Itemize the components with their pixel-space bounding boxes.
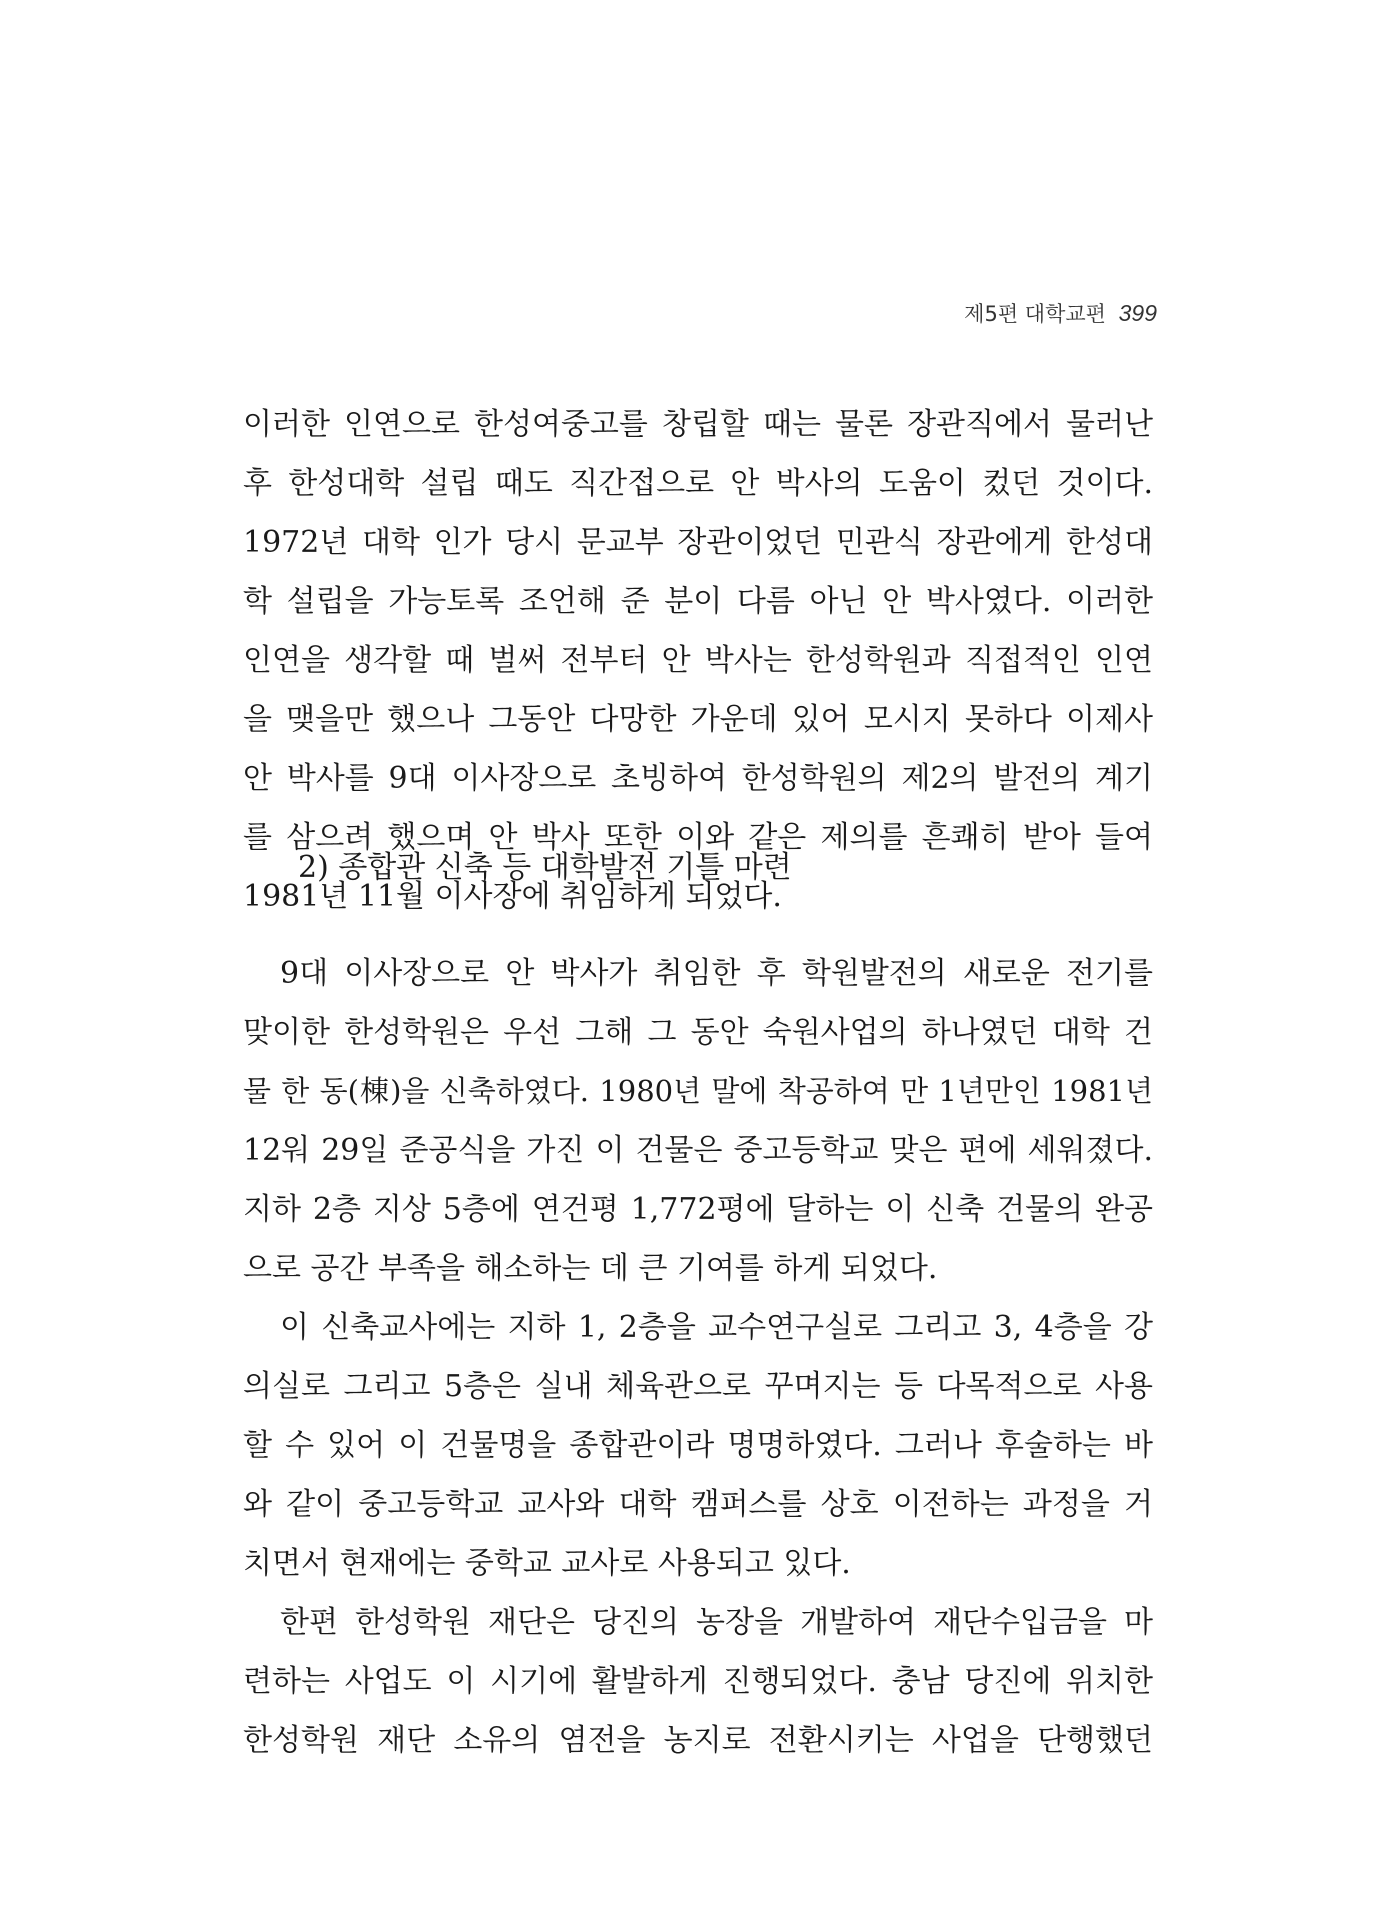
text-line: 후 한성대학 설립 때도 직간접으로 안 박사의 도움이 컸던 것이다. xyxy=(243,466,1153,501)
text-line: 이러한 인연으로 한성여중고를 창립할 때는 물론 장관직에서 물러난 xyxy=(243,407,1153,442)
text-line: 1981년 11월 이사장에 취임하게 되었다. xyxy=(243,879,782,914)
text-line: 9대 이사장으로 안 박사가 취임한 후 학원발전의 새로운 전기를 xyxy=(280,956,1153,991)
running-head-label: 제5편 대학교편 xyxy=(964,302,1106,326)
text-line: 지하 2층 지상 5층에 연건평 1,772평에 달하는 이 신축 건물의 완공 xyxy=(243,1192,1153,1227)
text-line: 와 같이 중고등학교 교사와 대학 캠퍼스를 상호 이전하는 과정을 거 xyxy=(243,1487,1153,1522)
text-line: 한편 한성학원 재단은 당진의 농장을 개발하여 재단수입금을 마 xyxy=(280,1605,1153,1640)
text-line: 안 박사를 9대 이사장으로 초빙하여 한성학원의 제2의 발전의 계기 xyxy=(243,761,1153,796)
text-line: 12워 29일 준공식을 가진 이 건물은 중고등학교 맞은 편에 세워졌다. xyxy=(243,1133,1153,1168)
text-line: 물 한 동(棟)을 신축하였다. 1980년 말에 착공하여 만 1년만인 1981년 xyxy=(243,1074,1153,1108)
running-head xyxy=(964,298,1157,328)
text-line: 를 삼으려 했으며 안 박사 또한 이와 같은 제의를 흔쾌히 받아 들여 xyxy=(243,820,1153,855)
page-number: 399 xyxy=(1118,300,1157,326)
text-line: 의실로 그리고 5층은 실내 체육관으로 꾸며지는 등 다목적으로 사용 xyxy=(243,1369,1153,1404)
section-heading: 2) 종합관 신축 등 대학발전 기틀 마련 xyxy=(298,850,792,885)
text-line: 한성학원 재단 소유의 염전을 농지로 전환시키는 사업을 단행했던 xyxy=(243,1723,1153,1758)
text-line: 맞이한 한성학원은 우선 그해 그 동안 숙원사업의 하나였던 대학 건 xyxy=(243,1015,1153,1050)
text-line: 인연을 생각할 때 벌써 전부터 안 박사는 한성학원과 직접적인 인연 xyxy=(243,643,1153,678)
text-line: 치면서 현재에는 중학교 교사로 사용되고 있다. xyxy=(243,1546,851,1581)
paragraph-2 xyxy=(243,944,1153,1298)
text-line: 1972년 대학 인가 당시 문교부 장관이었던 민관식 장관에게 한성대 xyxy=(243,525,1153,560)
text-line: 을 맺을만 했으나 그동안 다망한 가운데 있어 모시지 못하다 이제사 xyxy=(243,702,1153,737)
text-line: 할 수 있어 이 건물명을 종합관이라 명명하였다. 그러나 후술하는 바 xyxy=(243,1428,1153,1463)
paragraph-4 xyxy=(243,1593,1153,1770)
text-line: 으로 공간 부족을 해소하는 데 큰 기여를 하게 되었다. xyxy=(243,1251,938,1286)
text-line: 이 신축교사에는 지하 1, 2층을 교수연구실로 그리고 3, 4층을 강 xyxy=(280,1310,1153,1345)
text-line: 련하는 사업도 이 시기에 활발하게 진행되었다. 충남 당진에 위치한 xyxy=(243,1664,1153,1699)
paragraph-3 xyxy=(243,1298,1153,1593)
text-line: 학 설립을 가능토록 조언해 준 분이 다름 아닌 안 박사였다. 이러한 xyxy=(243,584,1153,619)
